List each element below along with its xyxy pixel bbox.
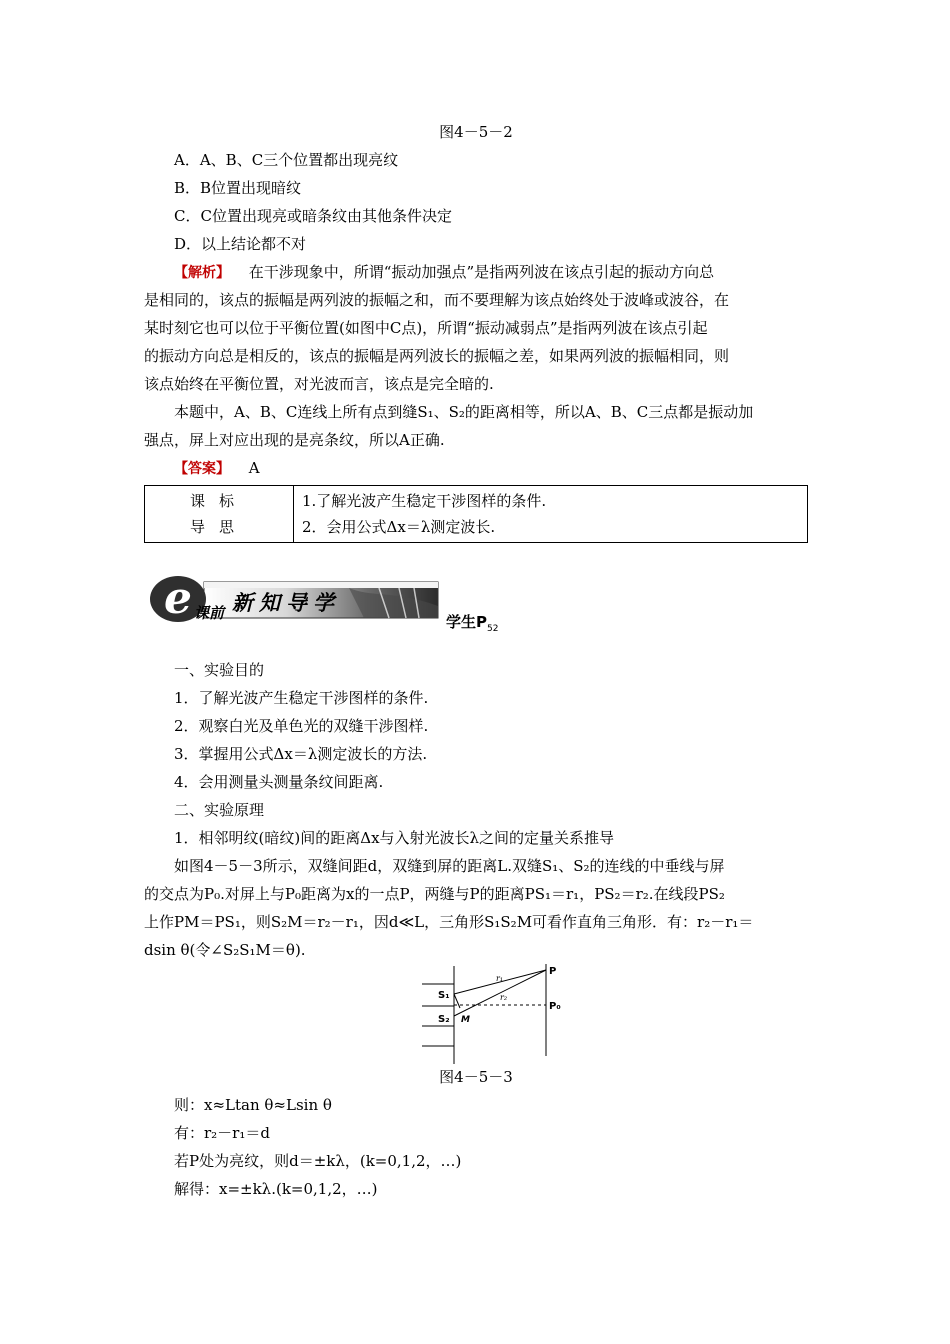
- section1-title: 一、实验目的: [174, 661, 265, 679]
- label-s2: S₂: [438, 1014, 450, 1025]
- analysis-line-4: 的振动方向总是相反的，该点的振幅是两列波长的振幅之差，如果两列波的振幅相同，则: [144, 347, 730, 365]
- result-line-1: 则：x≈Ltan θ≈Lsin θ: [174, 1096, 332, 1114]
- section2-title: 二、实验原理: [174, 801, 265, 819]
- option-c: C．C位置出现亮或暗条纹由其他条件决定: [174, 207, 452, 225]
- answer-line: [144, 458, 838, 479]
- banner-title: 新知导学: [232, 590, 340, 615]
- option-d: D．以上结论都不对: [174, 235, 307, 253]
- table-right-line-2: 2．会用公式Δx＝λ测定波长.: [302, 518, 496, 536]
- derivation-line-1: 如图4－5－3所示，双缝间距d，双缝到屏的距离L.双缝S₁、S₂的连线的中垂线与屏: [174, 857, 725, 875]
- table-right-line-1: 1.了解光波产生稳定干涉图样的条件.: [302, 492, 547, 510]
- analysis-line-2: 是相同的，该点的振幅是两列波的振幅之和，而不要理解为该点始终处于波峰或波谷，在: [144, 291, 730, 309]
- option-a: A．A、B、C三个位置都出现亮纹: [174, 151, 399, 169]
- student-page-ref: [446, 611, 498, 634]
- label-r1: r₁: [496, 974, 504, 983]
- student-page-number: 52: [487, 624, 499, 634]
- figure-caption-4-5-3: 图4－5－3: [439, 1068, 513, 1086]
- label-r2: r₂: [500, 993, 508, 1002]
- double-slit-diagram: [418, 964, 578, 1064]
- derivation-line-3: 上作PM＝PS₁，则S₂M＝r₂－r₁，因d≪L，三角形S₁S₂M可看作直角三角形．有：r₂－r₁＝: [144, 913, 754, 931]
- figure-caption-4-5-2: 图4－5－2: [439, 123, 513, 141]
- result-line-3: 若P处为亮纹，则d＝±kλ，(k=0,1,2，…): [174, 1152, 462, 1170]
- perpendicular-s1m: [454, 994, 460, 1008]
- section1-item-3: 3．掌握用公式Δx＝λ测定波长的方法.: [174, 745, 428, 763]
- label-m: M: [461, 1015, 470, 1025]
- answer-tag: 【答案】: [174, 461, 230, 477]
- label-p0: P₀: [549, 1001, 561, 1012]
- student-page-label: 学生P: [446, 613, 487, 631]
- section-banner: [144, 566, 439, 624]
- result-line-2: 有：r₂－r₁＝d: [174, 1124, 270, 1142]
- section1-item-4: 4．会用测量头测量条纹间距离.: [174, 773, 384, 791]
- analysis-line-1: [144, 262, 838, 283]
- label-s1: S₁: [438, 990, 450, 1001]
- table-left-cell: [145, 486, 294, 543]
- table-right-cell: [294, 486, 808, 543]
- course-standard-table: [144, 485, 808, 543]
- label-p: P: [549, 966, 557, 977]
- table-left-label-1: 课标: [189, 492, 248, 510]
- section1-item-2: 2．观察白光及单色光的双缝干涉图样.: [174, 717, 429, 735]
- result-line-4: 解得：x=±kλ.(k=0,1,2，…): [174, 1180, 378, 1198]
- banner-prefix: 课前: [194, 604, 225, 622]
- banner-logo-letter: e: [164, 573, 192, 624]
- section1-item-1: 1．了解光波产生稳定干涉图样的条件.: [174, 689, 429, 707]
- table-left-label-2: 导思: [189, 518, 248, 536]
- option-b: B．B位置出现暗纹: [174, 179, 302, 197]
- analysis-line-3: 某时刻它也可以位于平衡位置(如图中C点)，所谓“振动减弱点”是指两列波在该点引起: [144, 319, 708, 337]
- answer-value: A: [248, 459, 260, 477]
- analysis-tag: 【解析】: [174, 265, 230, 281]
- derivation-line-2: 的交点为P₀.对屏上与P₀距离为x的一点P，两缝与P的距离PS₁＝r₁，PS₂＝r₂.在线段PS₂: [144, 885, 725, 903]
- analysis-line-5: 该点始终在平衡位置，对光波而言，该点是完全暗的.: [144, 375, 494, 393]
- derivation-line-4: dsin θ(令∠S₂S₁M＝θ).: [144, 941, 306, 959]
- section2-item-1: 1．相邻明纹(暗纹)间的距离Δx与入射光波长λ之间的定量关系推导: [174, 829, 615, 847]
- para2-line-2: 强点，屏上对应出现的是亮条纹，所以A正确.: [144, 431, 445, 449]
- para2-line-1: 本题中，A、B、C连线上所有点到缝S₁、S₂的距离相等，所以A、B、C三点都是振动加: [174, 403, 754, 421]
- analysis-text-1: 在干涉现象中，所谓“振动加强点”是指两列波在该点引起的振动方向总: [248, 263, 715, 281]
